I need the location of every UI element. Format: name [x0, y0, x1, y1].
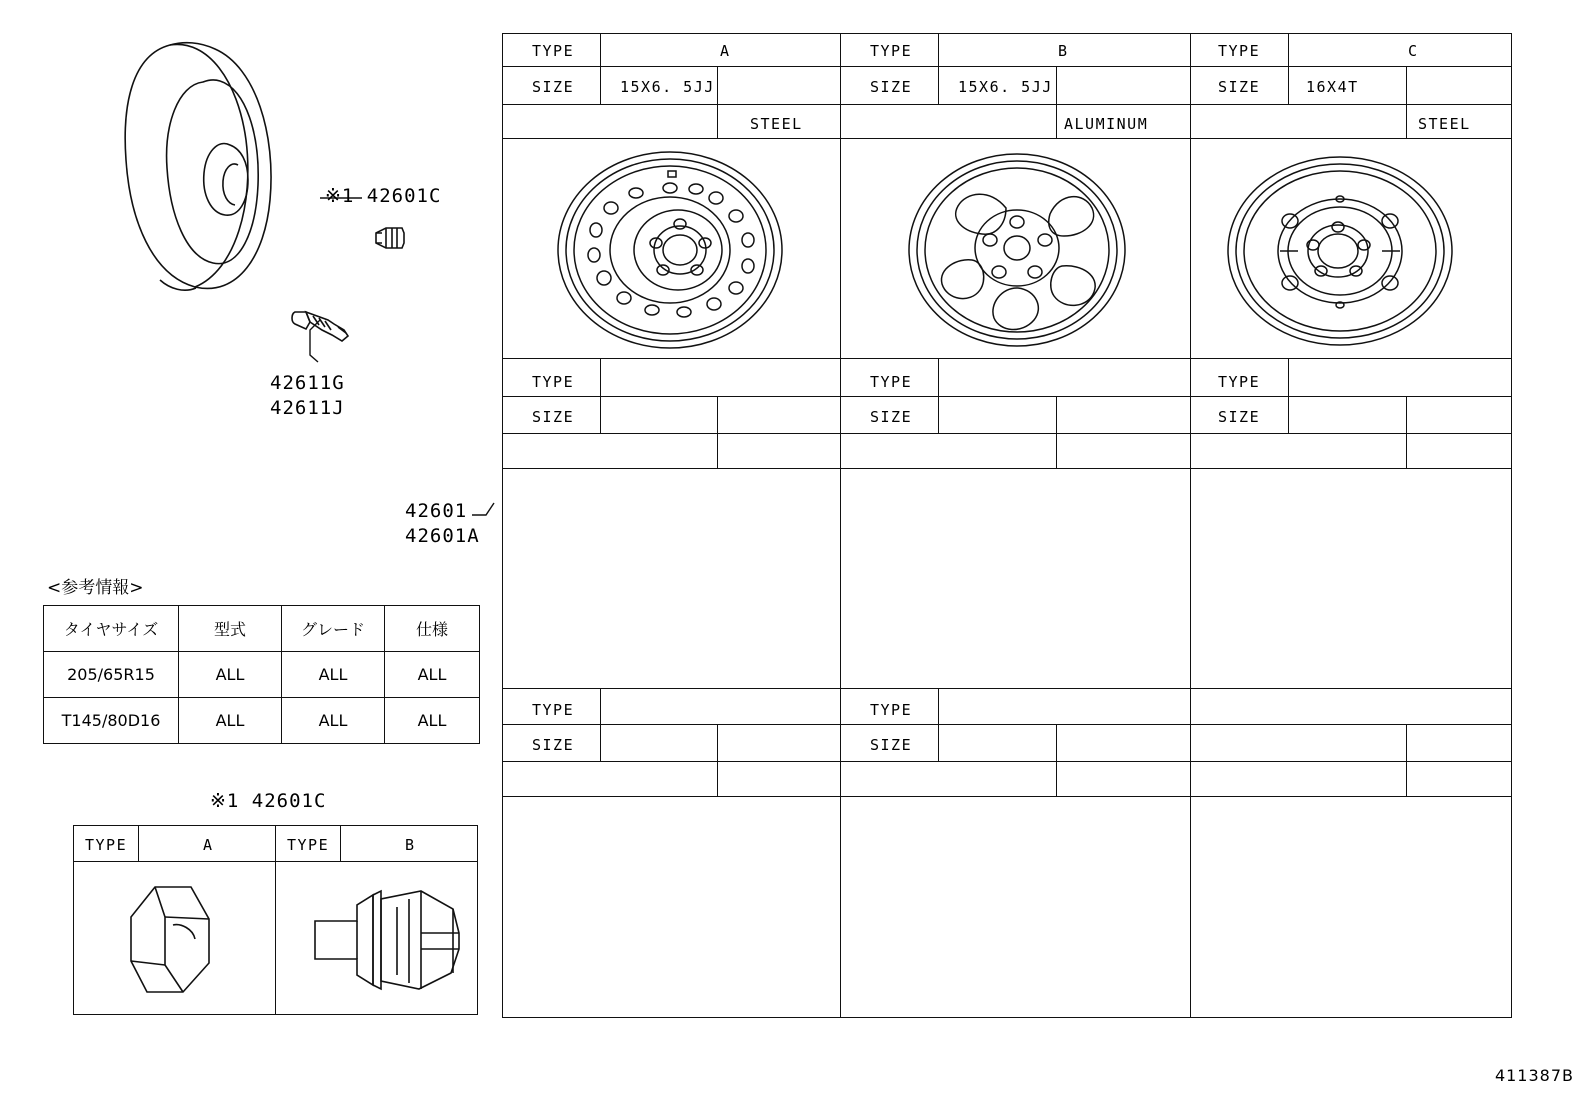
- reference-table: [43, 605, 480, 744]
- row1-bottom-divider: [502, 358, 1512, 359]
- r1c1-size-tick: [717, 66, 718, 138]
- col-header-model: 型式: [179, 606, 282, 652]
- nut-table: [73, 825, 478, 1015]
- callout-valve-1: 42611G: [270, 372, 345, 394]
- wheel-illustration-type-a: [550, 148, 790, 353]
- r1c2-type-label: TYPE: [870, 42, 913, 60]
- r2c2-size-tick: [1056, 396, 1057, 468]
- r1c2-size-label: SIZE: [870, 78, 913, 96]
- wheel-illustration-type-c: [1220, 151, 1460, 351]
- reference-table-title: <参考情報>: [47, 578, 144, 598]
- r1c1-type-label: TYPE: [532, 42, 575, 60]
- wheel-type-matrix: [502, 33, 1512, 1018]
- nut-type-b-label: TYPE: [287, 836, 330, 854]
- callout-wheel-2: 42601A: [405, 525, 480, 547]
- r2c2-type-label: TYPE: [870, 373, 913, 391]
- matrix-col-divider-1: [840, 33, 841, 1018]
- r1c2-material: ALUMINUM: [1064, 115, 1149, 133]
- cell-tire-size: 205/65R15: [44, 652, 179, 698]
- r3c1-size-label: SIZE: [532, 736, 575, 754]
- col-header-spec: 仕様: [385, 606, 480, 652]
- r3c1-type-label: TYPE: [532, 701, 575, 719]
- r1c2-size-tick: [1056, 66, 1057, 138]
- nut-type-a-illustration: [121, 877, 231, 1002]
- cell-spec: ALL: [385, 652, 480, 698]
- r3c2-size-tick: [1056, 724, 1057, 796]
- r1c1-type-tick: [600, 33, 601, 104]
- row3-header-bottom: [502, 796, 1512, 797]
- matrix-col-divider-2: [1190, 33, 1191, 1018]
- r2c3-size-label: SIZE: [1218, 408, 1261, 426]
- r3c1-size-tick: [717, 724, 718, 796]
- r3c3-size-tick: [1406, 724, 1407, 796]
- row1-header-bottom: [502, 138, 1512, 139]
- r1c1-size-label: SIZE: [532, 78, 575, 96]
- r1c3-size-value: 16X4T: [1306, 78, 1359, 96]
- r2c3-type-tick: [1288, 358, 1289, 433]
- r1c3-type-tick: [1288, 33, 1289, 104]
- cell-tire-size: T145/80D16: [44, 698, 179, 744]
- r3c2-type-tick: [938, 688, 939, 761]
- row3-type-size-divider: [502, 724, 1512, 725]
- table-header-row: [44, 606, 480, 652]
- cell-grade: ALL: [282, 652, 385, 698]
- nut-type-b-value: B: [405, 836, 416, 854]
- r1c3-type-value: C: [1408, 42, 1419, 60]
- row2-header-bottom: [502, 468, 1512, 469]
- row2-bottom-divider: [502, 688, 1512, 689]
- r2c1-type-label: TYPE: [532, 373, 575, 391]
- r1c1-size-value: 15X6. 5JJ: [620, 78, 715, 96]
- nut-section-title: ※1 42601C: [210, 790, 327, 812]
- r2c2-size-label: SIZE: [870, 408, 913, 426]
- nut-table-col-divider: [275, 825, 276, 1015]
- row2-type-size-divider: [502, 396, 1512, 397]
- nut-type-a-value: A: [203, 836, 214, 854]
- cell-model: ALL: [179, 698, 282, 744]
- r2c2-type-tick: [938, 358, 939, 433]
- callout-wheel-1: 42601: [405, 500, 468, 522]
- reference-table-section: [43, 578, 480, 744]
- r1c3-material: STEEL: [1418, 115, 1471, 133]
- wheel-illustration-type-b: [902, 148, 1132, 353]
- r1c3-size-label: SIZE: [1218, 78, 1261, 96]
- r1c3-size-tick: [1406, 66, 1407, 138]
- cell-grade: ALL: [282, 698, 385, 744]
- r2c1-size-tick: [717, 396, 718, 468]
- r2c3-size-tick: [1406, 396, 1407, 468]
- cell-spec: ALL: [385, 698, 480, 744]
- nut-type-b-divider: [340, 825, 341, 861]
- r2c1-type-tick: [600, 358, 601, 433]
- r1c1-type-value: A: [720, 42, 731, 60]
- r1c2-type-tick: [938, 33, 939, 104]
- row2-size-material-divider: [502, 433, 1512, 434]
- r1c2-type-value: B: [1058, 42, 1069, 60]
- r1c2-size-value: 15X6. 5JJ: [958, 78, 1053, 96]
- col-header-tire-size: タイヤサイズ: [44, 606, 179, 652]
- r3c2-type-label: TYPE: [870, 701, 913, 719]
- r3c2-size-label: SIZE: [870, 736, 913, 754]
- r1c3-type-label: TYPE: [1218, 42, 1261, 60]
- r3c1-type-tick: [600, 688, 601, 761]
- row1-size-material-divider: [502, 104, 1512, 105]
- cell-model: ALL: [179, 652, 282, 698]
- col-header-grade: グレード: [282, 606, 385, 652]
- callout-valve-2: 42611J: [270, 397, 345, 419]
- row3-size-material-divider: [502, 761, 1512, 762]
- r1c1-material: STEEL: [750, 115, 803, 133]
- diagram-footer-code: 411387B: [1494, 1066, 1574, 1085]
- nut-type-a-label: TYPE: [85, 836, 128, 854]
- table-row: [44, 652, 480, 698]
- callout-valve-cap: ※1 42601C: [325, 185, 442, 207]
- nut-type-b-illustration: [309, 877, 469, 1002]
- table-row: [44, 698, 480, 744]
- r2c3-type-label: TYPE: [1218, 373, 1261, 391]
- r2c1-size-label: SIZE: [532, 408, 575, 426]
- nut-type-a-divider: [138, 825, 139, 861]
- row1-type-size-divider: [502, 66, 1512, 67]
